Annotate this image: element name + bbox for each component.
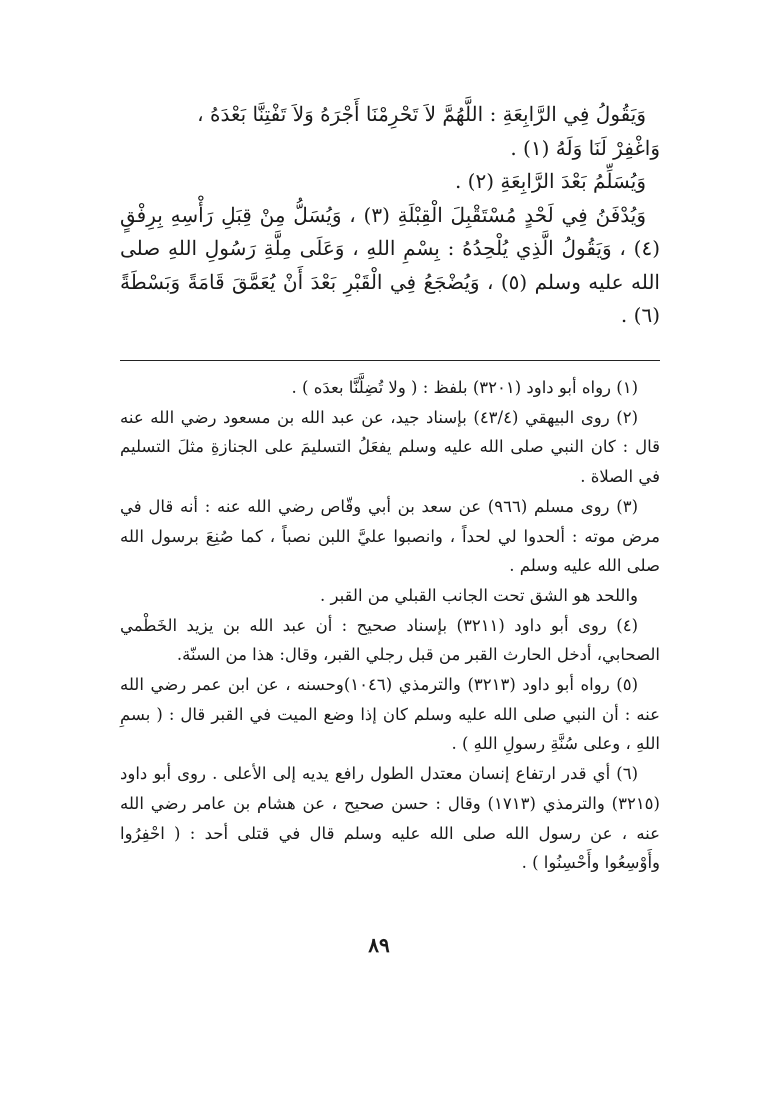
footnotes	[120, 373, 660, 878]
footnote-6: (٦) أي قدر ارتفاع إنسان معتدل الطول رافع يديه إلى الأعلى . روى أبو داود (٣٢١٥) والترمذي (١٧١٣) وقال : حسن صحيح ، عن هشام بن عامر رضي الله عنه ، عن رسول الله صلى الله عليه وسلم قال في قتلى أحد : ( احْفِرُوا وأَوْسِعُوا وأَحْسِنُوا ) .	[120, 764, 660, 873]
footnote-divider	[120, 360, 660, 361]
footnote-1: (١) رواه أبو داود (٣٢٠١) بلفظ : ( ولا تُضِلَّنَّا بعدَه ) .	[291, 378, 638, 397]
main-text	[120, 98, 660, 333]
page-number: ٨٩	[368, 933, 390, 957]
footnote-3-continuation: واللحد هو الشق تحت الجانب القبلي من القبر .	[320, 585, 638, 605]
main-line-1: وَيَقُولُ فِي الرَّابِعَةِ : اللَّهُمَّ لاَ تَحْرِمْنَا أَجْرَهُ وَلاَ تَفْتِنَّا بَعْدَهُ ،	[197, 102, 646, 126]
footnote-5: (٥) رواه أبو داود (٣٢١٣) والترمذي (١٠٤٦)وحسنه ، عن ابن عمر رضي الله عنه : أن النبي صلى الله عليه وسلم كان إذا وضع الميت في القبر قال : ( بسمِ اللهِ ، وعلى سُنَّةِ رسولِ اللهِ ) .	[120, 675, 660, 754]
footnote-2: (٢) روى البيهقي (٤٣/٤) بإسناد جيد، عن عبد الله بن مسعود رضي الله عنه قال : كان النبي صلى الله عليه وسلم يفعَلُ التسليمَ على الجنازةِ مثلَ التسليم في الصلاة .	[120, 407, 660, 487]
footnote-4: (٤) روى أبو داود (٣٢١١) بإسناد صحيح : أن عبد الله بن يزيد الخَطْمي الصحابي، أدخل الحارث القبر من قبل رجلي القبر، وقال: هذا من السنّة.	[120, 615, 660, 665]
main-line-4: وَيُدْفَنُ فِي لَحْدٍ مُسْتَقْبِلَ الْقِبْلَةِ (٣) ، وَيُسَلُّ مِنْ قِبَلِ رَأْسِهِ بِرِفْقٍ (٤) ، وَيَقُولُ الَّذِي يُلْحِدُهُ : بِسْمِ اللهِ ، وَعَلَى مِلَّةِ رَسُولِ اللهِ صلى الله عليه وسلم (٥) ، وَيُضْجَعُ فِي الْقَبْرِ بَعْدَ أَنْ يُعَمَّقَ قَامَةً وَبَسْطَةً (٦) .	[120, 202, 660, 327]
main-line-3: وَيُسَلِّمُ بَعْدَ الرَّابِعَةِ (٢) .	[454, 169, 646, 193]
footnote-3: (٣) روى مسلم (٩٦٦) عن سعد بن أبي وقّاص رضي الله عنه : أنه قال في مرض موته : ألحدوا لي لحداً ، وانصبوا عليَّ اللبن نصباً ، كما صُنِعَ برسول الله صلى الله عليه وسلم .	[120, 496, 660, 576]
main-line-2: وَاغْفِرْ لَنَا وَلَهُ (١) .	[510, 135, 660, 160]
